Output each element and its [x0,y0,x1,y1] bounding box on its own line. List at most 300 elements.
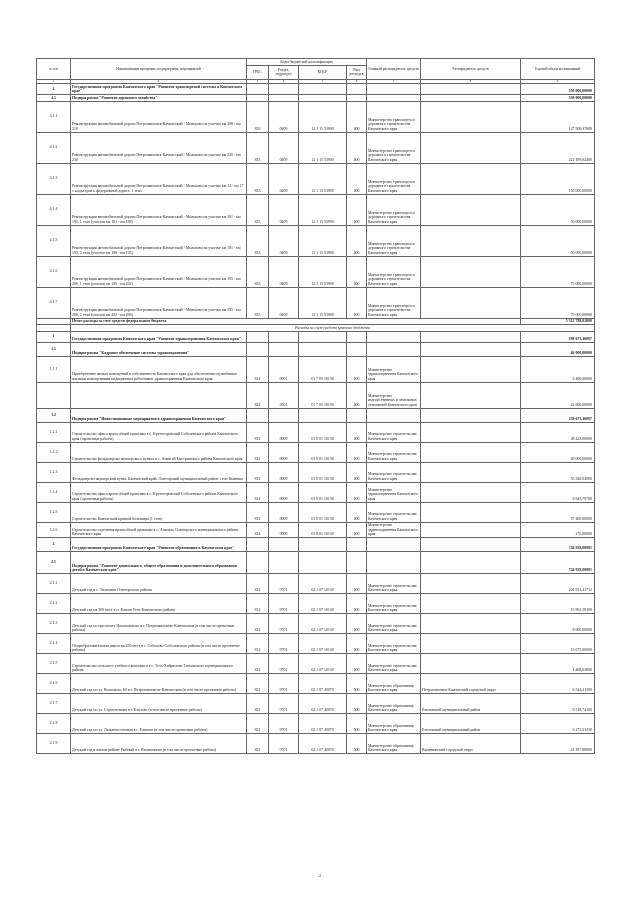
row-amount: 3 400,00000 [521,356,595,382]
row-recipient [421,594,521,614]
row-name: Реконструкция автомобильной дороги Петропавловск-Камчатский - Мильково на участке км 12 - км 17 с подъездом к федеральной дороге, 1 этап [71,163,247,194]
row-name: Детский сад по проспекту Циолковского в г. Петропавловске-Камчатском (в том числе проектные работы) [71,614,247,634]
row-razdel: 0909 [269,442,299,462]
table-row [37,442,595,462]
row-csr: 12 1 15 53900 [299,101,347,132]
table-row [37,694,595,714]
row-csr: 12 1 15 53900 [299,287,347,318]
row-number: 4.1.7 [37,287,71,318]
row-recipient [421,502,521,522]
row-razdel: 0702 [269,634,299,654]
table-row [37,538,595,552]
row-number: 2.1.3 [37,614,71,634]
row-vr [347,331,367,342]
row-number: 2.1.1 [37,574,71,594]
row-recipient: Петропавловск-Камчатский городской округ [421,674,521,694]
row-grbs [247,552,269,574]
row-name: Детский сад на 300 мест в п. Ключи Усть-Камчатского района [71,594,247,614]
row-recipient [421,194,521,225]
row-grbs: 814 [247,482,269,502]
table-row [37,132,595,163]
row-number: 4.1.5 [37,225,71,256]
row-vr: 400 [347,163,367,194]
row-grbs: 812 [247,654,269,674]
page-number: 2 [319,873,321,878]
table-row [37,84,595,95]
row-csr: 12 1 15 53900 [299,194,347,225]
row-grbs [247,408,269,422]
row-grbs: 812 [247,594,269,614]
row-recipient: Вилючинский городской округ [421,734,521,754]
row-razdel: 0409 [269,132,299,163]
row-vr: 400 [347,101,367,132]
col-vr-header: Вид расходов [347,65,367,79]
row-razdel: 0702 [269,654,299,674]
row-csr: 02 1 07 10130 [299,594,347,614]
row-main-manager [367,538,421,552]
row-vr: 400 [347,594,367,614]
row-name: Подпрограмма "Развитие дорожного хозяйства" [71,95,247,102]
row-amount: 50 000,00000 [521,225,595,256]
row-grbs: 821 [247,694,269,714]
row-number: 4.1.3 [37,163,71,194]
row-grbs: 814 [247,356,269,382]
table-row [37,654,595,674]
row-csr: 02 1 07 10130 [299,634,347,654]
row-grbs: 812 [247,442,269,462]
row-grbs: 812 [247,574,269,594]
row-grbs: 812 [247,634,269,654]
row-csr: 02 1 07 10130 [299,654,347,674]
row-csr: 12 1 15 53900 [299,163,347,194]
col-number: 8 [421,79,521,84]
row-main-manager: Министерство здравоохранения Камчатского края [367,482,421,502]
row-amount: 6 544,41300 [521,674,595,694]
row-amount: 8 518,74100 [521,694,595,714]
row-amount: 744 928,00981 [521,538,595,552]
table-row [37,574,595,594]
table-row [37,101,595,132]
row-main-manager: Министерство строительства Камчатского края [367,614,421,634]
row-number: 1.1.1 [37,356,71,382]
row-csr: 12 1 15 53900 [299,225,347,256]
budget-table-body [37,84,595,754]
row-razdel: 0409 [269,163,299,194]
row-csr: 12 1 15 53900 [299,256,347,287]
col-number: 2 [71,79,247,84]
row-recipient [421,552,521,574]
row-name: Строительство офиса врача общей практики в с. Крутогоровский Соболевского района Камчатского края (проектные работы) [71,482,247,502]
row-recipient [421,256,521,287]
row-razdel: 0909 [269,462,299,482]
row-csr [299,538,347,552]
row-name: Детский сад по ул. Строительная в г. Елизово (в том числе проектные работы) [71,694,247,714]
row-name: Подпрограмма "Кадровое обеспечение системы здравоохранения" [71,342,247,356]
row-vr: 400 [347,422,367,442]
row-number: 2.1.6 [37,674,71,694]
row-recipient [421,408,521,422]
row-grbs: 812 [247,614,269,634]
row-razdel [269,342,299,356]
row-csr: 01 7 05 10130 [299,356,347,382]
row-number: 2.1.9 [37,734,71,754]
row-vr: 500 [347,734,367,754]
row-amount: 6 273,51410 [521,714,595,734]
row-csr: 02 1 07 40070 [299,674,347,694]
row-recipient: Елизовский муниципальный район [421,714,521,734]
table-row [37,502,595,522]
row-razdel: 0409 [269,287,299,318]
row-vr: 400 [347,574,367,594]
row-recipient [421,634,521,654]
table-row [37,163,595,194]
row-main-manager: Министерство строительства Камчатского края [367,574,421,594]
row-number: 1.2.6 [37,522,71,538]
row-amount: 46 000,00000 [521,342,595,356]
row-number: 1.2.4 [37,482,71,502]
row-grbs: 812 [247,462,269,482]
row-name: Фельдшерско-акушерский пункт, Камчатский край, Олюторский муниципальный район, село Вывенка [71,462,247,482]
row-name: Строительство Камчатской краевой больницы (1 этап) [71,502,247,522]
row-csr: 01 9 01 10130 [299,422,347,442]
col-grbs-header: ГРБС [247,65,269,79]
row-vr: 400 [347,256,367,287]
row-razdel: 0409 [269,101,299,132]
table-row [37,462,595,482]
row-razdel: 0701 [269,574,299,594]
row-name: Строительство сельского учебного комплекса в с. Усть-Хайрюзово Тигильского муниципального района [71,654,247,674]
row-recipient [421,382,521,408]
row-razdel [269,84,299,95]
row-csr: 12 1 15 53900 [299,132,347,163]
col-recipient-header: Распорядитель средств [421,59,521,80]
row-amount: 55 346,04000 [521,462,595,482]
table-row [37,356,595,382]
row-main-manager: Министерство транспорта и дорожного строительства Камчатского края [367,194,421,225]
row-amount: 75 000,00000 [521,256,595,287]
row-name: Строительство фельдшерско-акушерского пункта в с. Анавгай Быстринского района Камчатского края [71,442,247,462]
row-csr: 02 1 07 10130 [299,574,347,594]
row-main-manager: Министерство строительства Камчатского края [367,594,421,614]
row-razdel [269,408,299,422]
row-recipient [421,522,521,538]
row-amount: 127 500,37600 [521,101,595,132]
row-main-manager [367,342,421,356]
row-amount: 4 468,63800 [521,654,595,674]
row-amount: 8 600,00000 [521,614,595,634]
table-row [37,522,595,538]
table-row [37,287,595,318]
row-vr: 400 [347,482,367,502]
row-name: Реконструкция автомобильной дороги Петропавловск-Камчатский - Мильково на участке км 181 - км 195, 1 этап (участок км 181 - км 188) [71,194,247,225]
table-row [37,256,595,287]
row-vr: 400 [347,502,367,522]
table-row [37,634,595,654]
row-recipient [421,163,521,194]
row-name: Детский сад в жилом районе Рыбный в г. Вилючинске (в том числе проектные работы) [71,734,247,754]
row-main-manager: Министерство транспорта и дорожного строительства Камчатского края [367,287,421,318]
row-vr [347,408,367,422]
row-razdel [269,552,299,574]
row-amount: 42 600,00000 [521,382,595,408]
row-number: 1.2.3 [37,462,71,482]
row-vr: 500 [347,674,367,694]
row-vr: 400 [347,132,367,163]
row-razdel: 0701 [269,694,299,714]
row-razdel: 0501 [269,382,299,408]
row-amount: 239 673,16087 [521,408,595,422]
table-row [37,225,595,256]
row-razdel: 0701 [269,594,299,614]
row-main-manager [367,552,421,574]
row-grbs: 812 [247,502,269,522]
row-grbs: 833 [247,194,269,225]
row-main-manager [367,408,421,422]
row-name: Детский сад по ул. Вольского, 60 в г. Петропавловске-Камчатском (в том числе проектные работы) [71,674,247,694]
row-recipient [421,614,521,634]
table-row [37,552,595,574]
row-vr: 400 [347,522,367,538]
row-recipient [421,84,521,95]
row-amount: 15 902,38100 [521,594,595,614]
row-csr [299,84,347,95]
row-amount: 75 000,00000 [521,287,595,318]
row-vr: 400 [347,287,367,318]
row-csr: 01 9 01 10130 [299,442,347,462]
row-name: Реконструкция автомобильной дороги Петропавловск-Камчатский - Мильково на участке км 195 - км 206, 1 этап (участок км 195 - км 202) [71,256,247,287]
row-vr: 400 [347,382,367,408]
row-number: 2 [37,538,71,552]
row-csr [299,331,347,342]
row-number: 1.2.1 [37,422,71,442]
row-recipient [421,422,521,442]
row-csr: 01 9 01 10130 [299,462,347,482]
row-csr [299,408,347,422]
row-vr [347,552,367,574]
col-number: 5 [299,79,347,84]
table-row [37,734,595,754]
row-amount: 204 912,41712 [521,574,595,594]
row-csr: 01 9 01 10130 [299,522,347,538]
row-amount: 57 400,00000 [521,502,595,522]
row-razdel: 0701 [269,674,299,694]
row-grbs: 821 [247,714,269,734]
row-razdel [269,331,299,342]
row-main-manager: Министерство транспорта и дорожного строительства Камчатского края [367,225,421,256]
row-name: Государственная программа Камчатского края "Развитие транспортной системы в Камчатском крае" [71,84,247,95]
row-vr: 400 [347,614,367,634]
row-vr: 500 [347,694,367,714]
row-amount: 222 499,62400 [521,132,595,163]
row-razdel: 0901 [269,356,299,382]
row-csr: 01 9 01 10130 [299,482,347,502]
row-recipient [421,482,521,502]
row-razdel: 0909 [269,522,299,538]
row-name: Реконструкция автомобильной дороги Петропавловск-Камчатский - Мильково на участке км 208 - км 219 [71,101,247,132]
table-row [37,382,595,408]
row-razdel: 0701 [269,614,299,634]
total-label: Итого расходы за счет средств федерального бюджета [71,318,521,325]
table-row [37,482,595,502]
row-csr: 01 9 01 10130 [299,502,347,522]
col-num-header: № п/п [37,59,71,80]
row-razdel: 0409 [269,256,299,287]
row-amount: 550 000,00000 [521,84,595,95]
row-csr: 01 7 05 10130 [299,382,347,408]
col-csr-header: КЦСР [299,65,347,79]
row-number: 4.1.1 [37,101,71,132]
row-amount: 15 075,00000 [521,634,595,654]
row-number: 2.1.8 [37,714,71,734]
row-grbs: 833 [247,101,269,132]
row-number: 2.1.5 [37,654,71,674]
row-razdel: 0701 [269,734,299,754]
row-grbs [247,331,269,342]
row-number: 1 [37,331,71,342]
total-amount: 5 312 788,02000 [521,318,595,325]
row-main-manager: Министерство здравоохранения Камчатского края [367,356,421,382]
row-grbs [247,342,269,356]
row-name: Приобретение жилых помещений в собственность Камчатского края для обеспечения служебными жилыми помещениями медицинских работников здравоохранения Камчатского края [71,356,247,382]
row-main-manager: Министерство транспорта и дорожного строительства Камчатского края [367,163,421,194]
row-grbs: 814 [247,522,269,538]
row-amount: 270,00000 [521,522,595,538]
table-row [37,331,595,342]
row-razdel: 0909 [269,502,299,522]
row-recipient [421,538,521,552]
section-title: Расходы за счет средств краевого бюджета [71,325,595,332]
row-recipient [421,331,521,342]
table-row [37,714,595,734]
row-vr [347,84,367,95]
row-csr: 02 1 07 40070 [299,714,347,734]
row-name: Общеобразовательная школа на 250 мест в с. Соболево Соболевского района (в том числе проектные работы) [71,634,247,654]
row-csr [299,552,347,574]
row-grbs: 833 [247,225,269,256]
row-recipient [421,356,521,382]
row-main-manager: Министерство строительства Камчатского края [367,422,421,442]
table-row [37,614,595,634]
row-main-manager [367,84,421,95]
table-row [37,594,595,614]
row-recipient [421,342,521,356]
row-main-manager: Министерство образования Камчатского края [367,714,421,734]
row-recipient [421,101,521,132]
col-razdel-header: Раздел, подраздел [269,65,299,79]
row-number [37,382,71,408]
row-main-manager: Министерство строительства Камчатского края [367,442,421,462]
row-amount: 41 187,88800 [521,734,595,754]
row-razdel: 0409 [269,194,299,225]
budget-table [36,58,595,754]
row-grbs: 821 [247,734,269,754]
row-number: 2.1 [37,552,71,574]
row-razdel: 0909 [269,422,299,442]
row-main-manager: Министерство образования Камчатского края [367,694,421,714]
row-name: Государственная программа Камчатского края "Развитие образования в Камчатском крае" [71,538,247,552]
row-number: 1.2.2 [37,442,71,462]
row-name: Реконструкция автомобильной дороги Петропавловск-Камчатский - Мильково на участке км 195 - км 206, 2 этап (участок км 202 - км 206) [71,287,247,318]
row-name: Реконструкция автомобильной дороги Петропавловск-Камчатский - Мильково на участке км 220 - км 230 [71,132,247,163]
row-amount: 744 928,00981 [521,552,595,574]
row-main-manager: Министерство строительства Камчатского края [367,462,421,482]
row-name: Подпрограмма "Инвестиционные мероприятия в здравоохранении Камчатского края" [71,408,247,422]
table-row [37,342,595,356]
row-name: Государственная программа Камчатского края "Развитие здравоохранения Камчатского края" [71,331,247,342]
row-recipient: Елизовский муниципальный район [421,694,521,714]
row-recipient [421,287,521,318]
row-main-manager: Министерство транспорта и дорожного строительства Камчатского края [367,132,421,163]
row-number: 2.1.7 [37,694,71,714]
col-number: 1 [37,79,71,84]
row-recipient [421,574,521,594]
table-row [37,422,595,442]
row-recipient [421,132,521,163]
row-number: 2.1.4 [37,634,71,654]
row-name: Строительство офиса врача общей практики в с. Крутогоровский Соболевского района Камчатского края (проектные работы) [71,422,247,442]
row-recipient [421,225,521,256]
row-number: 1.1 [37,342,71,356]
row-name: Детский сад в с. Тиличики Олюторского района [71,574,247,594]
row-main-manager [367,331,421,342]
row-number: 1.2.5 [37,502,71,522]
row-vr: 500 [347,714,367,734]
row-amount: 50 000,00000 [521,194,595,225]
row-razdel: 0409 [269,225,299,256]
row-razdel: 0909 [269,482,299,502]
row-name: Реконструкция автомобильной дороги Петропавловск-Камчатский - Мильково на участке км 181 - км 195, 2 этап (участок км 188 - км 195) [71,225,247,256]
row-number: 4.1.2 [37,132,71,163]
row-vr: 400 [347,654,367,674]
row-main-manager: Министерство транспорта и дорожного строительства Камчатского края [367,101,421,132]
row-number: 4 [37,84,71,95]
row-number: 4.1.4 [37,194,71,225]
row-recipient [421,462,521,482]
row-number: 4.1.6 [37,256,71,287]
row-csr: 02 1 07 40070 [299,694,347,714]
row-vr [347,342,367,356]
row-razdel [269,538,299,552]
row-name: Строительство отделения врача общей практики в с. Апапель Олюторского муниципального района Камчатского края [71,522,247,538]
row-grbs: 833 [247,287,269,318]
col-name-header: Наименование программ, подпрограмм, мероприятий [71,59,247,80]
row-recipient [421,654,521,674]
row-amount: 49 000,00000 [521,442,595,462]
row-main-manager: Министерство строительства Камчатского края [367,502,421,522]
budget-table-sheet [36,58,594,754]
row-grbs [247,538,269,552]
col-amount-header: Годовой объем ассигнований [521,59,595,80]
col-number: 4 [269,79,299,84]
col-number: 9 [521,79,595,84]
row-main-manager: Министерство образования Камчатского края [367,674,421,694]
row-main-manager: Министерство образования Камчатского края [367,734,421,754]
row-vr [347,538,367,552]
row-amount: 150 000,00000 [521,163,595,194]
row-name: Детский сад по ул. Дальневосточная в г. Елизово (в том числе проектные работы) [71,714,247,734]
row-grbs: 812 [247,422,269,442]
row-grbs: 833 [247,163,269,194]
row-name [71,382,247,408]
row-vr: 400 [347,462,367,482]
col-number: 3 [247,79,269,84]
row-vr: 400 [347,442,367,462]
row-csr: 02 1 07 40070 [299,734,347,754]
row-grbs: 821 [247,674,269,694]
col-number: 7 [367,79,421,84]
row-amount: 8 645,79700 [521,482,595,502]
row-razdel: 0701 [269,714,299,734]
